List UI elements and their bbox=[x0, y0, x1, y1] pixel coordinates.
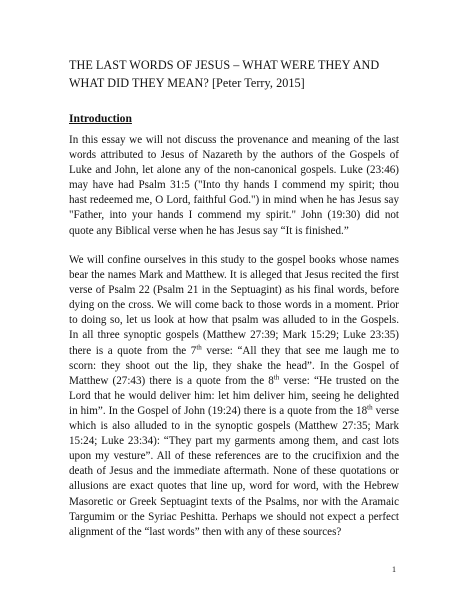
paragraph-2 bbox=[69, 253, 399, 540]
paragraph-1: In this essay we will not discuss the provenance and meaning of the last words attributed to Jesus of Nazareth by the authors of the Gospels of Luke and John, let alone any of the non-canonical gospels. Luke (23:46) may have had Psalm 31:5 ("Into thy hands I commend my spirit; thou hast redeemed me, O Lord, faithful God.") in mind when he has Jesus say "Father, into your hands I commend my spirit." John (19:30) did not quote any Biblical verse when he has Jesus say “It is finished.” bbox=[69, 134, 399, 237]
ordinal-suffix-7th: th bbox=[196, 342, 202, 351]
paragraph-2-text-a: We will confine ourselves in this study to the gospel books whose names bear the names Mark and Matthew. It is alleged that Jesus recited the first verse of Psalm 22 (Psalm 21 in the Septuagint) as his final words, before dying on the cross. We will come back to those words in a moment. Prior to doing so, let us look at how that psalm was alluded to in the Gospels. In all three synoptic gospels (Matthew 27:39; Mark 15:29; Luke 23:35) there is a quote from the 7 bbox=[69, 254, 399, 357]
section-heading: Introduction bbox=[69, 112, 132, 125]
paragraph-2-text-b: verse: “All they that see me laugh me to scorn: they shoot out the lip, they shake the head”. In the Gospel of Matthew (27:43) there is a quote from the 8 bbox=[69, 344, 399, 387]
paragraph-2-text-d: verse which is also alluded to in the synoptic gospels (Matthew 27:35; Mark 15:24; Luke 23:34): “They part my garments among them, and cast lots upon my vesture”. All of these references are to the crucifixion and the death of Jesus and the immediate aftermath. None of these quotations or allusions are exact quotes that line up, word for word, with the Hebrew Masoretic or Greek Septuagint texts of the Psalms, nor with the Aramaic Targumim or the Syriac Peshitta. Perhaps we should not expect a perfect alignment of the “last words” then with any of these sources? bbox=[69, 404, 399, 538]
paragraph-2-text-c: verse: “He trusted on the Lord that he would deliver him: let him deliver him, seeing he delighted in him”. In the Gospel of John (19:24) there is a quote from the 18 bbox=[69, 374, 399, 417]
page-number: 1 bbox=[392, 565, 396, 574]
document-title: THE LAST WORDS OF JESUS – WHAT WERE THEY AND WHAT DID THEY MEAN? [Peter Terry, 2015] bbox=[69, 58, 380, 90]
ordinal-suffix-8th: th bbox=[273, 373, 280, 382]
ordinal-suffix-18th: th bbox=[367, 403, 373, 412]
